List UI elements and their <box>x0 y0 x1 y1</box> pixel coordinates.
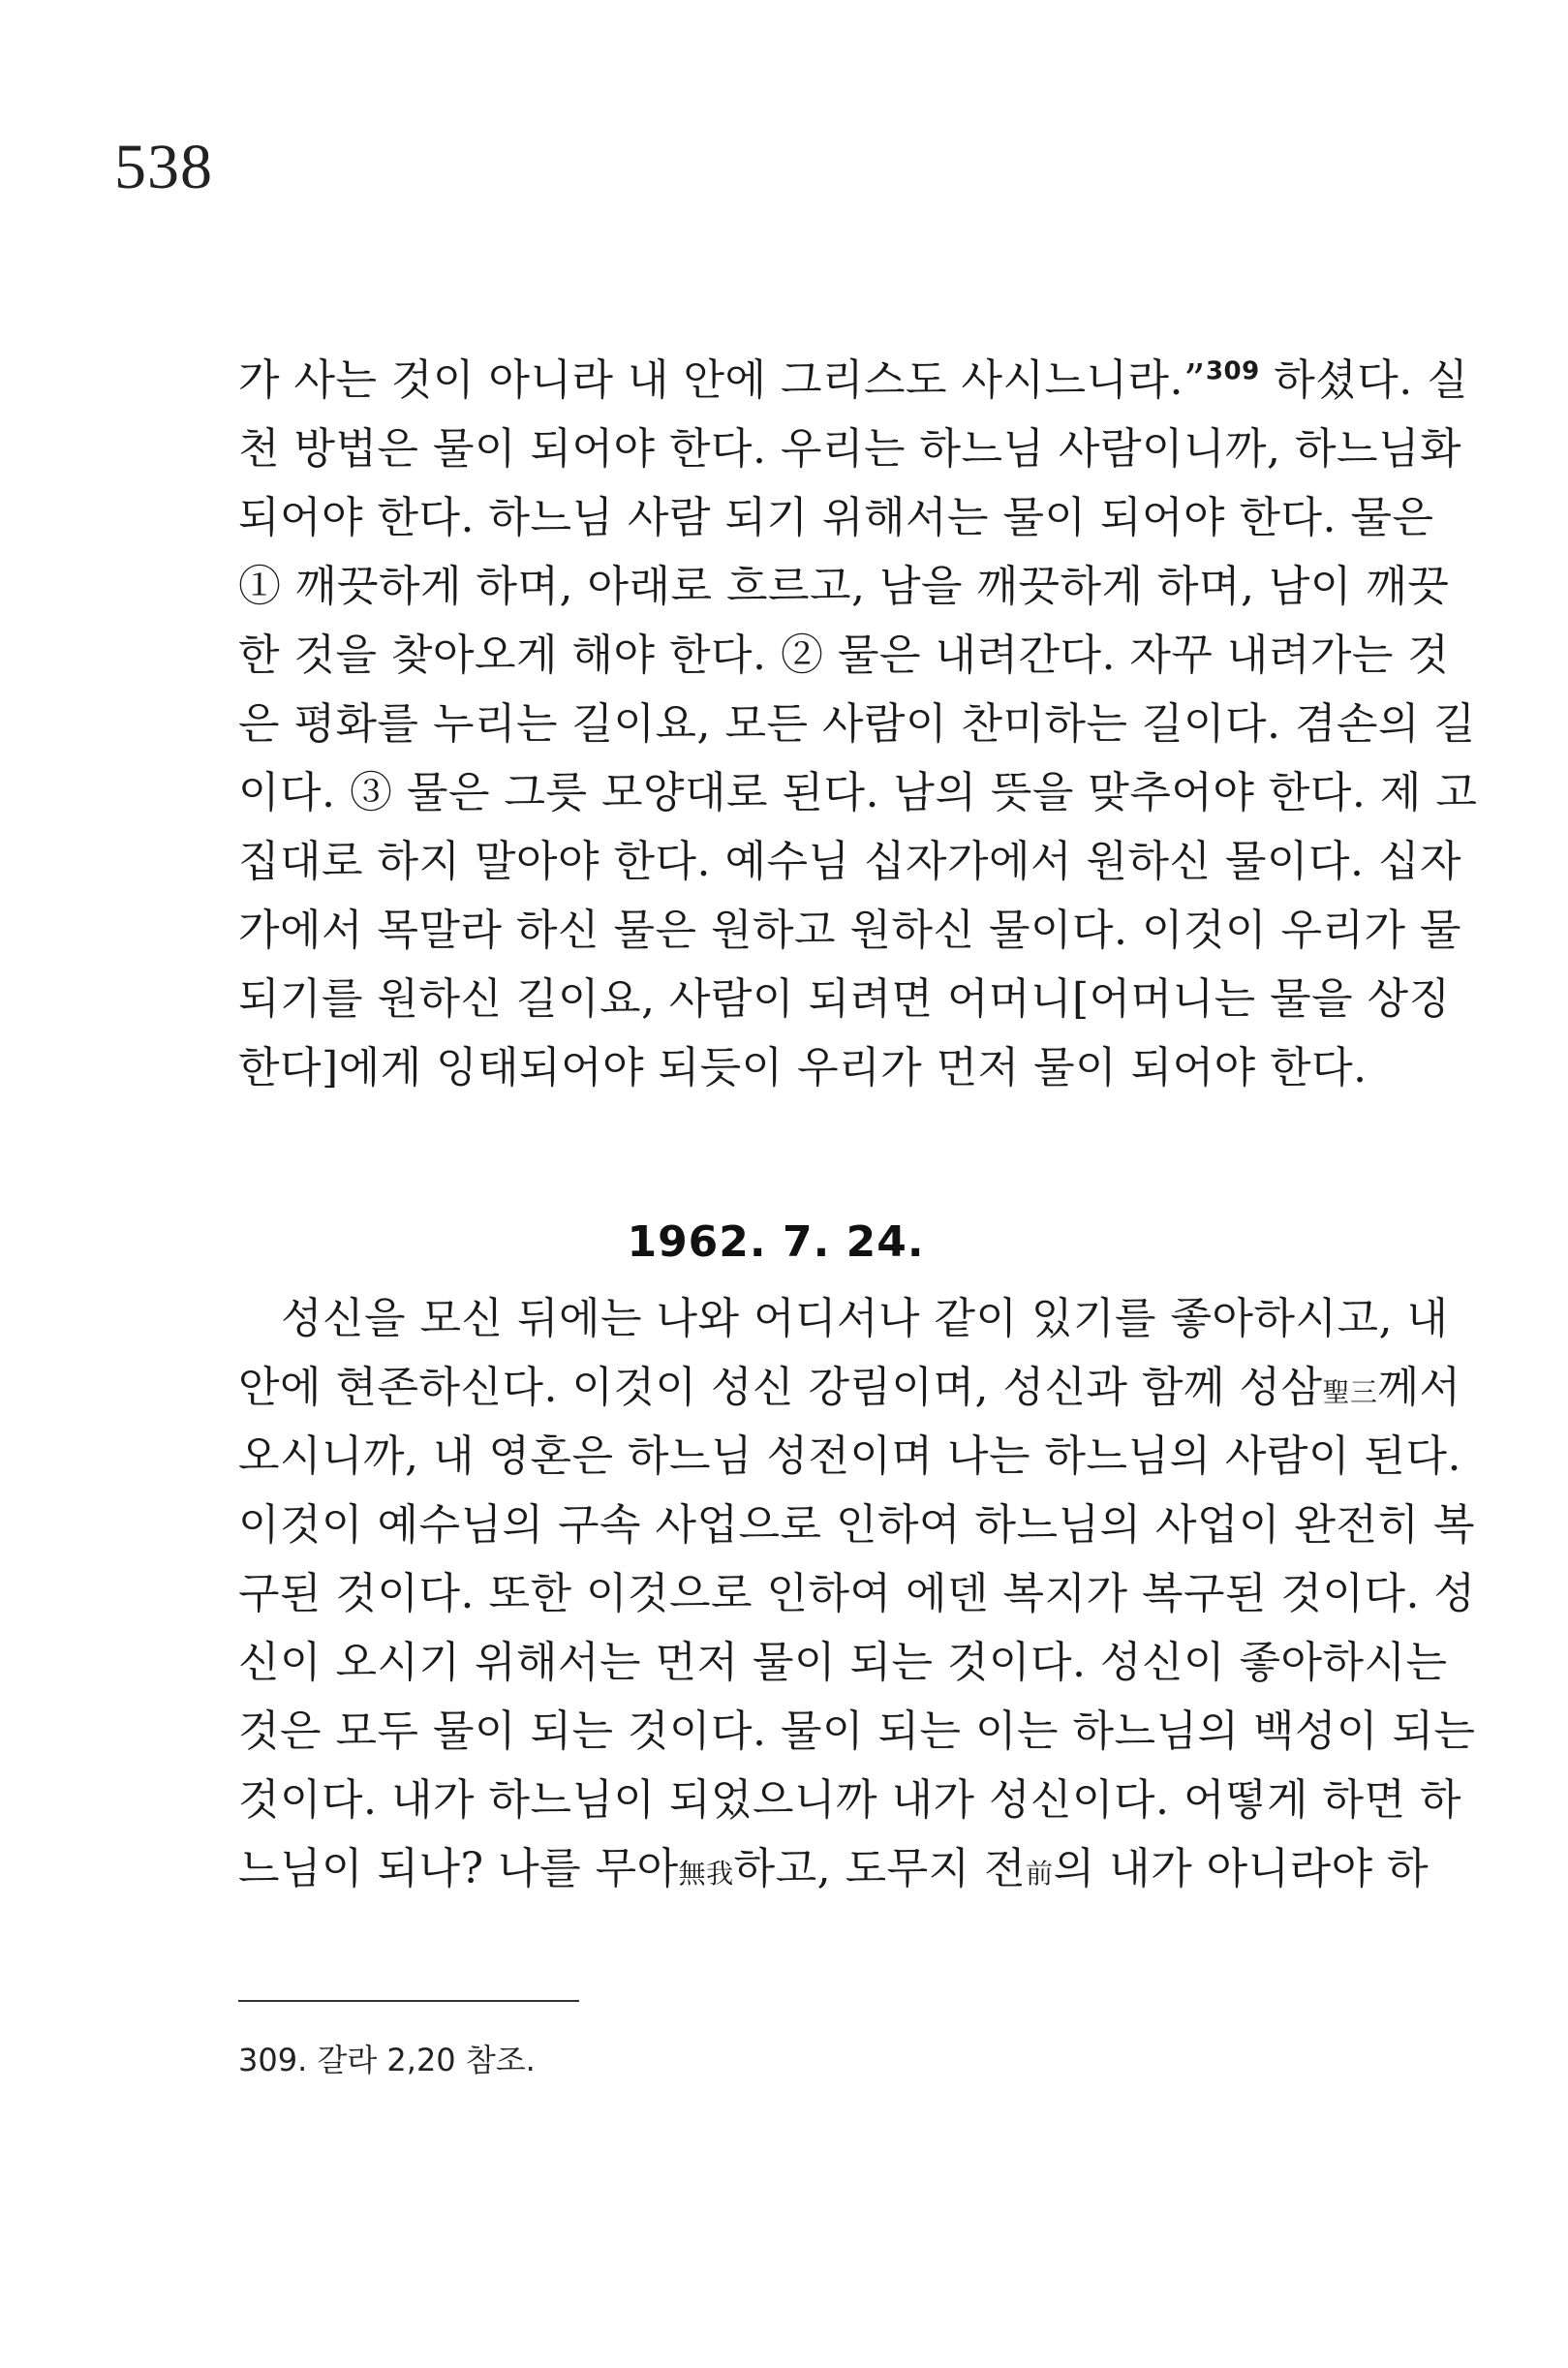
paragraph-entry <box>238 1284 1476 1903</box>
section-date-heading: 1962. 7. 24. <box>627 1217 925 1267</box>
text-line: 이것이 예수님의 구속 사업으로 인하여 하느님의 사업이 완전히 복 <box>238 1500 1475 1550</box>
text-line: 이다. ③ 물은 그릇 모양대로 된다. 남의 뜻을 맞추어야 한다. 제 고 <box>238 768 1478 817</box>
text-line: 안에 현존하신다. 이것이 성신 강림이며, 성신과 함께 성삼聖三께서 <box>238 1363 1461 1412</box>
text-line: 오시니까, 내 영혼은 하느님 성전이며 나는 하느님의 사람이 된다. <box>238 1431 1461 1481</box>
text-line: ① 깨끗하게 하며, 아래로 흐르고, 남을 깨끗하게 하며, 남이 깨끗 <box>238 562 1450 611</box>
text-line: 것이다. 내가 하느님이 되었으니까 내가 성신이다. 어떻게 하면 하 <box>238 1775 1461 1825</box>
text-line: 구된 것이다. 또한 이것으로 인하여 에덴 복지가 복구된 것이다. 성 <box>238 1569 1476 1618</box>
text-line: 되어야 한다. 하느님 사람 되기 위해서는 물이 되어야 한다. 물은 <box>238 493 1434 542</box>
text-line: 신이 오시기 위해서는 먼저 물이 되는 것이다. 성신이 좋아하시는 <box>238 1638 1448 1687</box>
text-line: 것은 모두 물이 되는 것이다. 물이 되는 이는 하느님의 백성이 되는 <box>238 1707 1476 1756</box>
text-line: 한 것을 찾아오게 해야 한다. ② 물은 내려간다. 자꾸 내려가는 것 <box>238 630 1450 680</box>
hanja-gloss: 前 <box>1026 1858 1054 1890</box>
text-line: 은 평화를 누리는 길이요, 모든 사람이 찬미하는 길이다. 겸손의 길 <box>238 699 1476 749</box>
text-line: 느님이 되나? 나를 무아無我하고, 도무지 전前의 내가 아니라야 하 <box>238 1844 1430 1893</box>
hanja-gloss: 無我 <box>678 1858 734 1890</box>
text-line: 한다]에게 잉태되어야 되듯이 우리가 먼저 물이 되어야 한다. <box>238 1043 1368 1092</box>
text-line: 되기를 원하신 길이요, 사람이 되려면 어머니[어머니는 물을 상징 <box>238 974 1451 1024</box>
page-number: 538 <box>114 132 213 202</box>
footnote-reference[interactable]: 309 <box>1205 356 1260 386</box>
text-line: 집대로 하지 말아야 한다. 예수님 십자가에서 원하신 물이다. 십자 <box>238 837 1461 886</box>
text-line: 천 방법은 물이 되어야 한다. 우리는 하느님 사람이니까, 하느님화 <box>238 424 1461 474</box>
text-line: 가 사는 것이 아니라 내 안에 그리스도 사시느니라.”$^{309}$ 하셨다. 실 <box>238 355 1469 405</box>
hanja-gloss: 聖三 <box>1322 1376 1378 1408</box>
text-line: 가에서 목말라 하신 물은 원하고 원하신 물이다. 이것이 우리가 물 <box>238 906 1461 955</box>
text-line: 성신을 모신 뒤에는 나와 어디서나 같이 있기를 좋아하시고, 내 <box>281 1294 1449 1343</box>
paragraph-continued <box>238 346 1478 1102</box>
footnote-divider <box>238 2000 579 2002</box>
footnote: 309. 갈라 2,20 참조. <box>238 2042 536 2078</box>
